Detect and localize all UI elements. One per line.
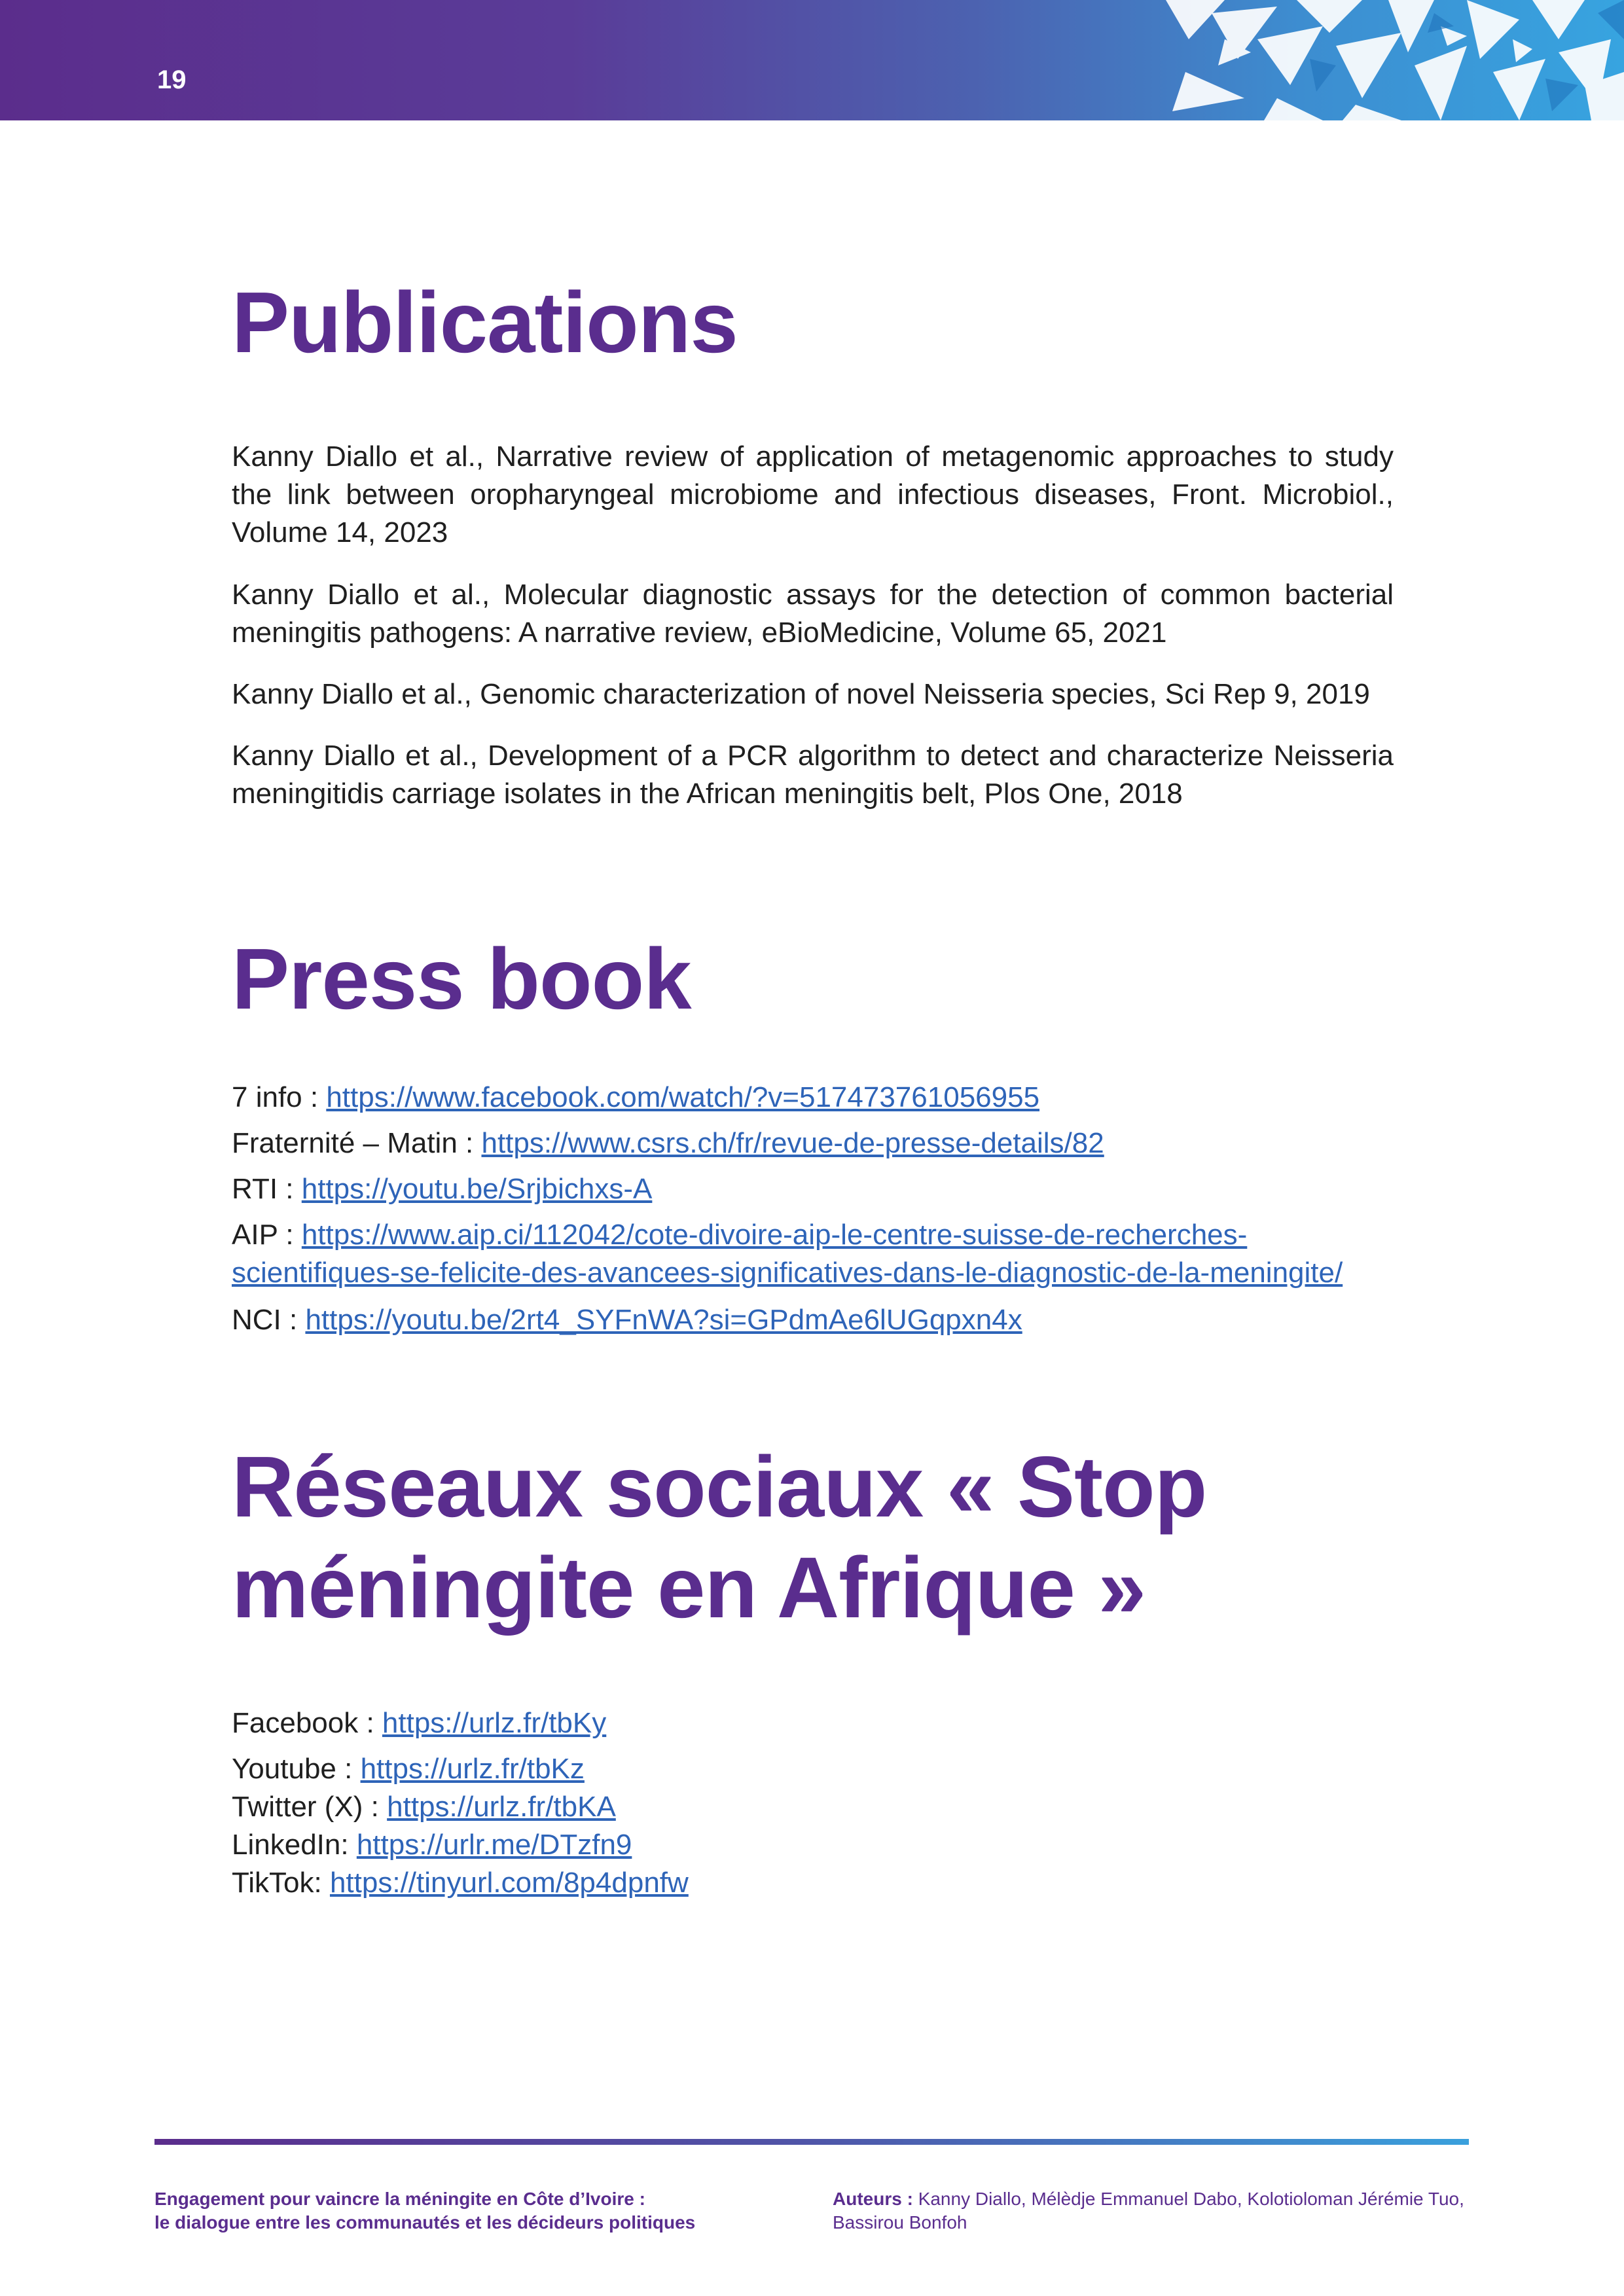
publications-heading: Publications bbox=[232, 274, 738, 370]
footer-title bbox=[154, 2187, 809, 2234]
press-item bbox=[232, 1216, 1394, 1292]
youtube-link[interactable]: https://urlz.fr/tbKz bbox=[360, 1753, 585, 1785]
social-item bbox=[232, 1826, 1394, 1864]
facebook-link[interactable]: https://urlz.fr/tbKy bbox=[382, 1707, 607, 1739]
press-item-label: AIP : bbox=[232, 1219, 302, 1251]
publication-item: Kanny Diallo et al., Narrative review of application of metagenomic approaches to study the link between oropharyngeal microbiome and infectious diseases, Front. Microbiol., Volume 14, 2023 bbox=[232, 440, 1394, 548]
footer-title-line: Engagement pour vaincre la méningite en Côte d’Ivoire : bbox=[154, 2189, 645, 2209]
twitter-link[interactable]: https://urlz.fr/tbKA bbox=[387, 1791, 616, 1823]
press-link[interactable]: https://www.csrs.ch/fr/revue-de-presse-details/82 bbox=[481, 1127, 1104, 1159]
press-item-label: Fraternité – Matin : bbox=[232, 1127, 482, 1159]
press-item-label: RTI : bbox=[232, 1173, 302, 1205]
press-item bbox=[232, 1170, 1394, 1208]
social-item bbox=[232, 1788, 1394, 1826]
footer-authors bbox=[833, 2187, 1481, 2234]
authors-label: Auteurs : bbox=[833, 2189, 918, 2209]
press-item bbox=[232, 1301, 1394, 1339]
decorative-shards-graphic bbox=[1127, 0, 1624, 120]
social-item bbox=[232, 1750, 1394, 1788]
footer-title-line: le dialogue entre les communautés et les décideurs politiques bbox=[154, 2212, 696, 2233]
social-item bbox=[232, 1864, 1394, 1902]
press-item-label: NCI : bbox=[232, 1304, 306, 1336]
publication-item: Kanny Diallo et al., Genomic characterization of novel Neisseria species, Sci Rep 9, 2019 bbox=[232, 678, 1370, 710]
press-item-label: 7 info : bbox=[232, 1081, 327, 1113]
linkedin-link[interactable]: https://urlr.me/DTzfn9 bbox=[356, 1829, 632, 1861]
social-item-label: Facebook : bbox=[232, 1707, 382, 1739]
publication-item: Kanny Diallo et al., Molecular diagnostic assays for the detection of common bacterial meningitis pathogens: A narrative review, eBioMedicine, Volume 65, 2021 bbox=[232, 579, 1394, 649]
tiktok-link[interactable]: https://tinyurl.com/8p4dpnfw bbox=[329, 1867, 689, 1899]
social-item-label: TikTok: bbox=[232, 1867, 330, 1899]
press-link[interactable]: https://youtu.be/2rt4_SYFnWA?si=GPdmAe6lUGqpxn4x bbox=[305, 1304, 1022, 1336]
social-item bbox=[232, 1704, 1394, 1742]
social-heading bbox=[232, 1437, 1206, 1638]
social-item-label: Twitter (X) : bbox=[232, 1791, 388, 1823]
social-heading-line: méningite en Afrique » bbox=[232, 1539, 1146, 1636]
press-link[interactable]: https://www.facebook.com/watch/?v=517473761056955 bbox=[326, 1081, 1040, 1113]
social-item-label: LinkedIn: bbox=[232, 1829, 357, 1861]
press-link[interactable]: https://www.aip.ci/112042/cote-divoire-aip-le-centre-suisse-de-recherches-scientifiques-se-felicite-des-avancees-significatives-dans-le-diagnostic-de-la-meningite/ bbox=[232, 1219, 1343, 1289]
press-item bbox=[232, 1079, 1394, 1117]
header-band bbox=[0, 0, 1624, 120]
footer-divider bbox=[154, 2139, 1469, 2145]
authors-names: Kanny Diallo, Mélèdje Emmanuel Dabo, Kolotioloman Jérémie Tuo, Bassirou Bonfoh bbox=[833, 2189, 1464, 2233]
social-heading-line: Réseaux sociaux « Stop bbox=[232, 1439, 1207, 1535]
publication-item: Kanny Diallo et al., Development of a PCR algorithm to detect and characterize Neisseria meningitidis carriage isolates in the African meningitis belt, Plos One, 2018 bbox=[232, 740, 1394, 810]
press-item bbox=[232, 1124, 1394, 1162]
social-item-label: Youtube : bbox=[232, 1753, 361, 1785]
press-link[interactable]: https://youtu.be/Srjbichxs-A bbox=[301, 1173, 653, 1205]
press-book-heading: Press book bbox=[232, 931, 691, 1027]
page-number: 19 bbox=[157, 65, 187, 94]
